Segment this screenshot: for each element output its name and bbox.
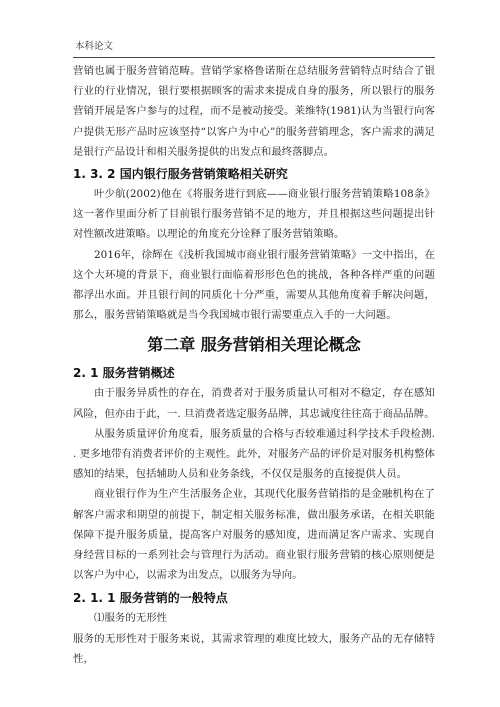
- paragraph: 从服务质量评价角度看，服务质量的合格与否较难通过科学技术手段检测. . 更多地带有消费者评价的主观性。此外，对服务产品的评价是对服务机构整体感知的结果，包括辅助人员和业务条线，不仅仅是服务的直接提供人员。: [73, 427, 435, 481]
- paragraph: 由于服务异质性的存在，消费者对于服务质量认可相对不稳定，存在感知风险，但亦由于此，一. 旦消费者选定服务品牌，其忠诚度往往高于商品品牌。: [73, 387, 435, 420]
- running-header: 本科论文: [75, 41, 114, 52]
- header-rule: [73, 57, 435, 58]
- section-heading-2-1-1: 2. 1. 1 服务营销的一般特点: [73, 591, 228, 606]
- section-heading-1-3-2: 1. 3. 2 国内银行服务营销策略相关研究: [73, 167, 288, 182]
- list-item-heading: ⑴服务的无形性: [94, 612, 168, 625]
- paragraph: 2016年，徐辉在《浅析我国城市商业银行服务营销策略》一文中指出，在这个大环境的背景下，商业银行面临着形形色色的挑战，各种各样严重的问题都浮出水面。并且银行间的同质化十分严重，需要从其他角度着手解决问题，那么，服务营销策略就是当今我国城市银行需要重点入手的一大问题。: [73, 248, 435, 322]
- paragraph: 营销也属于服务营销范畴。营销学家格鲁诺斯在总结服务营销特点时结合了银行业的行业情况，银行要根据顾客的需求来提成自身的服务，所以银行的服务营销开展是客户参与的过程，而不是被动接受。莱维特(1981)认为当银行向客户提供无形产品时应该坚持“以客户为中心”的服务营销理念，客户需求的满足是银行产品设计和相关服务提供的出发点和最终落脚点。: [73, 65, 435, 158]
- chapter-title: 第二章 服务营销相关理论概念: [147, 335, 361, 355]
- document-body: [73, 61, 435, 669]
- section-heading-2-1: 2. 1 服务营销概述: [73, 366, 175, 381]
- paragraph: 叶少航(2002)他在《将服务进行到底——商业银行服务营销策略108条》这一著作里面分析了目前银行服务营销不足的地方，并且根据这些问题提出针对性额改进策略。以理论的角度充分诠释了服务营销策略。: [73, 188, 435, 241]
- paragraph: 服务的无形性对于服务来说，其需求管理的难度比较大，服务产品的无存储特性，: [73, 632, 435, 665]
- paragraph: 商业银行作为生产生活服务企业，其现代化服务营销指的是金融机构在了解客户需求和期望的前提下，制定相关服务标准，做出服务承诺，在相关职能保障下提升服务质量，提高客户对服务的感知度，进而满足客户需求、实现自身经营目标的一系列社会与管理行为活动。商业银行服务营销的核心原则便是以客户为中心，以需求为出发点，以服务为导向。: [73, 488, 435, 582]
